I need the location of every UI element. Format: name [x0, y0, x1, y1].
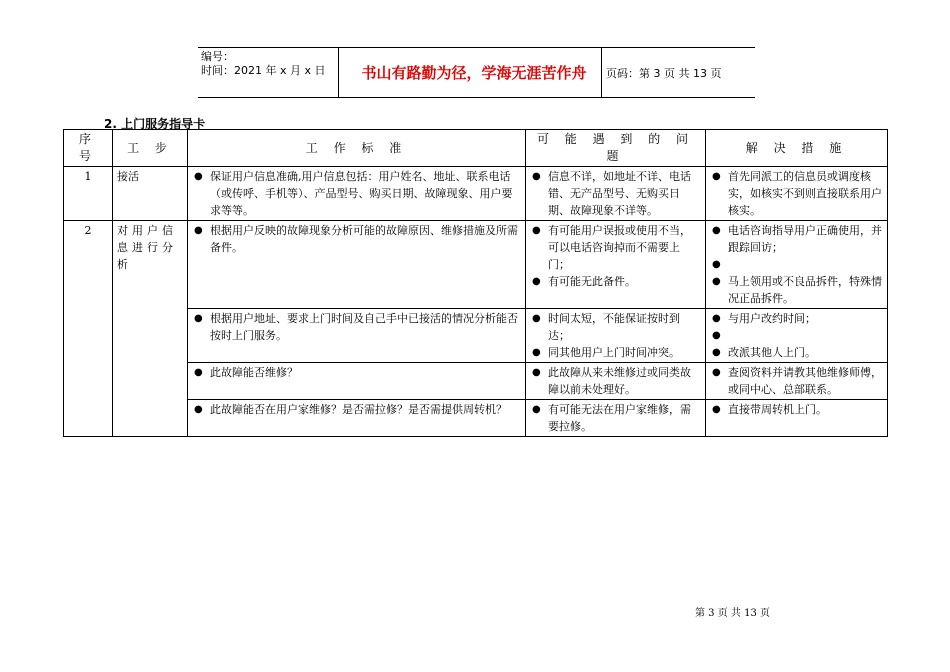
standard-cell [188, 167, 526, 221]
list-item: ● 有可能无法在用户家维修，需要拉修。 [530, 401, 701, 435]
list-item: ● 改派其他人上门。 [710, 344, 883, 361]
service-guide-table [63, 129, 888, 437]
step-cell: 接活 [113, 167, 188, 221]
list-item: ● 根据用户地址、要求上门时间及自己手中已接活的情况分析能否按时上门服务。 [192, 310, 521, 344]
solutions-cell [706, 309, 888, 363]
time-label: 时间：2021 年 x 月 x 日 [201, 64, 326, 77]
list-item: ● 直接带周转机上门。 [710, 401, 883, 418]
header-standard: 工 作 标 准 [188, 130, 526, 167]
header-divider [338, 48, 339, 97]
header-seq: 序 号 [64, 130, 113, 167]
list-item: ● 信息不详，如地址不详、电话错、无产品型号、无购买日期、故障现象不详等。 [530, 168, 701, 219]
table-row [64, 309, 888, 363]
list-item: ● 首先同派工的信息员或调度核实，如核实不到则直接联系用户核实。 [710, 168, 883, 219]
seq-cell: 1 [64, 167, 113, 221]
solutions-cell [706, 400, 888, 437]
list-item: ● 有可能用户误报或使用不当，可以电话咨询掉而不需要上门； [530, 222, 701, 273]
list-item: ● 马上领用或不良品拆件，特殊情况正品拆件。 [710, 273, 883, 307]
step-cell: 对用户信息进行分析 [113, 221, 188, 437]
list-item: ● 同其他用户上门时间冲突。 [530, 344, 701, 361]
list-item: ● 时间太短，不能保证按时到达； [530, 310, 701, 344]
list-item: ● 根据用户反映的故障现象分析可能的故障原因、维修措施及所需备件。 [192, 222, 521, 256]
standard-cell [188, 309, 526, 363]
table-row [64, 400, 888, 437]
problems-cell [526, 167, 706, 221]
spacer [710, 327, 883, 344]
motto: 书山有路勤为径，学海无涯苦作舟 [361, 64, 587, 82]
list-item: ● 与用户改约时间； [710, 310, 883, 327]
solutions-cell [706, 167, 888, 221]
table-row [64, 221, 888, 309]
spacer [710, 256, 883, 273]
table-row [64, 167, 888, 221]
table-row [64, 363, 888, 400]
header-problems: 可 能 遇 到 的 问 题 [526, 130, 706, 167]
standard-cell [188, 400, 526, 437]
section-title: 2. 上门服务指导卡 [104, 117, 206, 131]
header-step: 工 步 [113, 130, 188, 167]
standard-cell [188, 221, 526, 309]
number-label: 编号： [201, 50, 234, 63]
list-item: ● 电话咨询指导用户正确使用，并跟踪回访； [710, 222, 883, 256]
solutions-cell [706, 221, 888, 309]
list-item: ● 此故障能否在用户家维修？是否需拉修？是否需提供周转机？ [192, 401, 521, 418]
problems-cell [526, 400, 706, 437]
problems-cell [526, 309, 706, 363]
seq-cell: 2 [64, 221, 113, 437]
list-item: ● 保证用户信息准确,用户信息包括：用户姓名、地址、联系电话（或传呼、手机等）、产品型号、购买日期、故障现象、用户要求等等。 [192, 168, 521, 219]
list-item: ● 有可能无此备件。 [530, 273, 701, 290]
standard-cell [188, 363, 526, 400]
document-header [198, 47, 755, 98]
list-item: ● 查阅资料并请教其他维修师傅，或同中心、总部联系。 [710, 364, 883, 398]
problems-cell [526, 363, 706, 400]
table-header-row [64, 130, 888, 167]
list-item: ● 此故障从来未维修过或同类故障以前未处理好。 [530, 364, 701, 398]
page-footer: 第 3 页 共 13 页 [695, 608, 770, 619]
header-meta [198, 48, 338, 97]
solutions-cell [706, 363, 888, 400]
header-page-info: 页码：第 3 页 共 13 页 [606, 67, 722, 80]
list-item: ● 此故障能否维修？ [192, 364, 521, 381]
problems-cell [526, 221, 706, 309]
header-solutions: 解 决 措 施 [706, 130, 888, 167]
